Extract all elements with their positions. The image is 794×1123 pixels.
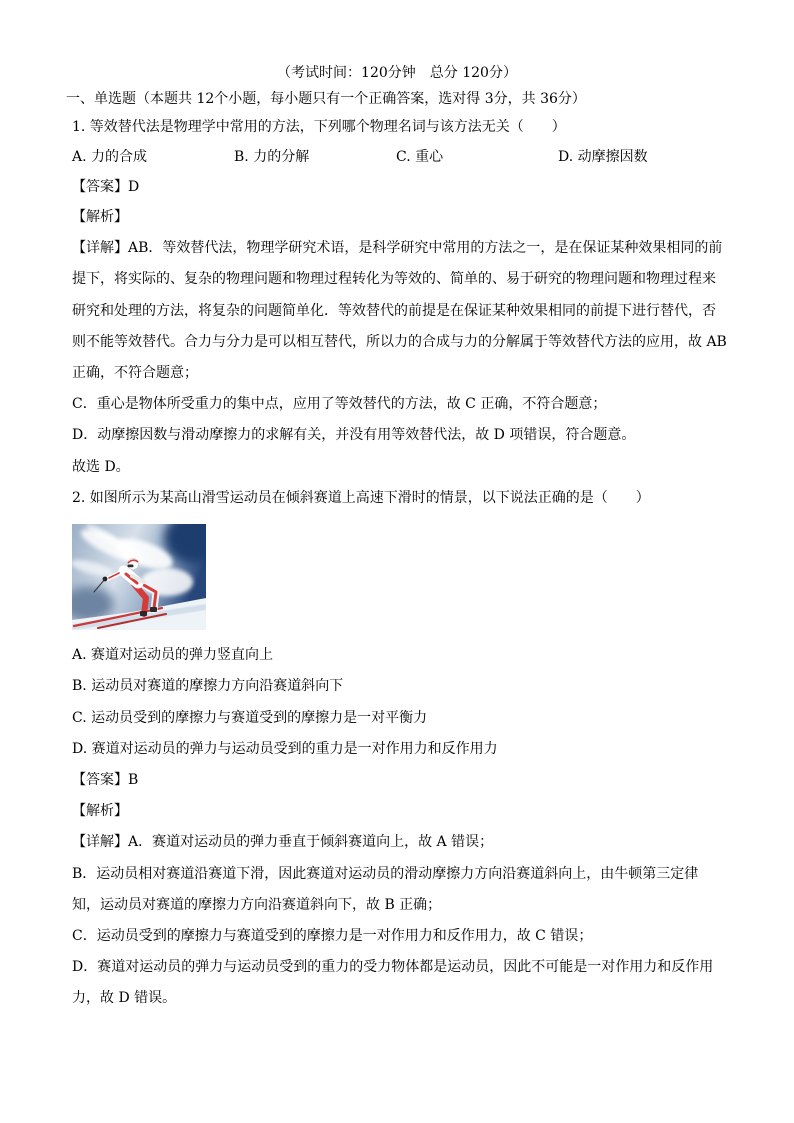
explanation-line: 研究和处理的方法，将复杂的问题简单化．等效替代的前提是在保证某种效果相同的前提下进行替代，否 — [72, 302, 716, 319]
explanation-line: C．运动员受到的摩擦力与赛道受到的摩擦力是一对作用力和反作用力，故 C 错误； — [72, 927, 593, 944]
analysis-label: 【解析】 — [72, 209, 128, 225]
analysis-label: 【解析】 — [72, 803, 128, 820]
skier-photo — [72, 524, 206, 630]
explanation-line: C．重心是物体所受重力的集中点，应用了等效替代的方法，故 C 正确，不符合题意； — [72, 396, 607, 413]
answer-label: 【答案】 — [72, 772, 128, 789]
question-stem: 2. 如图所示为某高山滑雪运动员在倾斜赛道上高速下滑时的情景，以下说法正确的是（ ） — [72, 489, 650, 506]
explanation-line: 力，故 D 错误。 — [72, 990, 177, 1007]
explanation-line: 提下，将实际的、复杂的物理问题和物理过程转化为等效的、简单的、易于研究的物理问题和物理过程来 — [72, 271, 716, 288]
answer-line — [0, 172, 794, 202]
explanation-line: 知，运动员对赛道的摩擦力方向沿赛道斜向下，故 B 正确； — [72, 896, 442, 913]
explanation-line: B．运动员相对赛道沿赛道下滑，因此赛道对运动员的滑动摩擦力方向沿赛道斜向上，由牛顿第三定律 — [72, 865, 699, 882]
explanation-line: D．赛道对运动员的弹力与运动员受到的重力的受力物体都是运动员，因此不可能是一对作用力和反作用 — [72, 959, 714, 976]
option-c: C. 运动员受到的摩擦力与赛道受到的摩擦力是一对平衡力 — [72, 709, 428, 726]
option-a: A. 赛道对运动员的弹力竖直向上 — [72, 647, 274, 664]
explanation-line: D．动摩擦因数与滑动摩擦力的求解有关，并没有用等效替代法，故 D 项错误，符合题意。 — [72, 427, 636, 444]
answer-value: D — [128, 179, 140, 195]
answer-line — [0, 765, 794, 796]
answer-value: B — [128, 772, 139, 789]
explanation-line: 【详解】A．赛道对运动员的弹力垂直于倾斜赛道向上，故 A 错误； — [72, 834, 494, 851]
question-stem: 1. 等效替代法是物理学中常用的方法，下列哪个物理名词与该方法无关（ ） — [72, 119, 566, 135]
question-2 — [0, 483, 794, 1015]
explanation-line: 正确，不符合题意； — [72, 364, 198, 381]
option-b: B. 运动员对赛道的摩擦力方向沿赛道斜向下 — [72, 678, 344, 695]
option-c: C. 重心 — [396, 149, 444, 165]
answer-label: 【答案】 — [72, 179, 128, 195]
option-list — [0, 142, 794, 172]
explanation-line: 则不能等效替代。合力与分力是可以相互替代，所以力的合成与力的分解属于等效替代方法的应用，故 AB — [72, 333, 727, 350]
exam-info: （考试时间：120分钟 总分 120分） — [277, 65, 517, 81]
question-1 — [0, 112, 794, 483]
option-a: A. 力的合成 — [72, 149, 148, 165]
explanation-line: 【详解】AB．等效替代法，物理学研究术语，是科学研究中常用的方法之一，是在保证某种效果相同的前 — [72, 240, 723, 257]
option-d: D. 动摩擦因数 — [558, 149, 648, 165]
option-b: B. 力的分解 — [234, 149, 310, 165]
explanation-line: 故选 D。 — [72, 458, 130, 475]
option-d: D. 赛道对运动员的弹力与运动员受到的重力是一对作用力和反作用力 — [72, 740, 498, 757]
section-title: 一、单选题（本题共 12个小题，每小题只有一个正确答案，选对得 3分，共 36分） — [66, 91, 586, 107]
